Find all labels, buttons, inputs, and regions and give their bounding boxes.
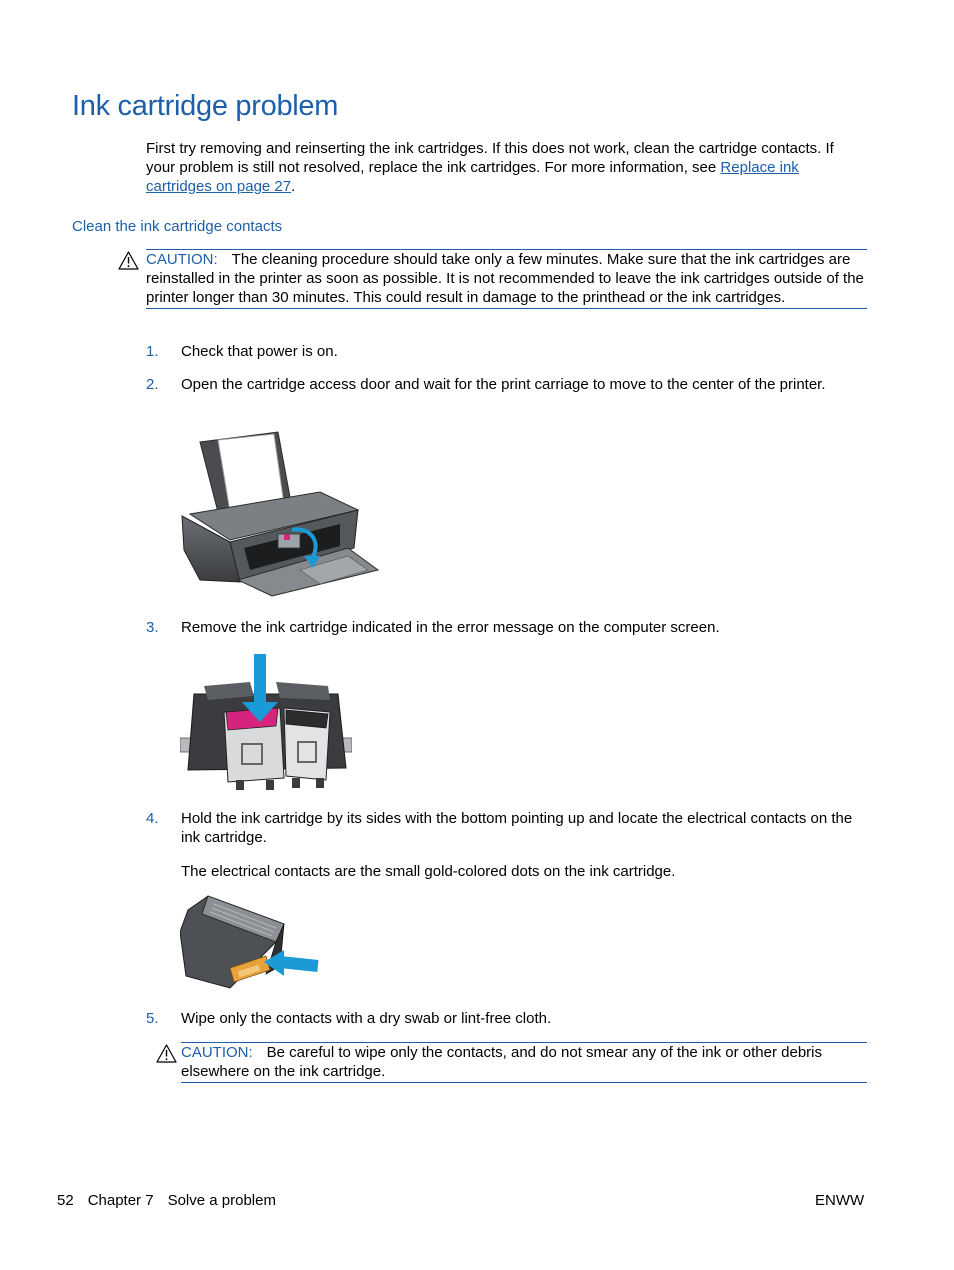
page-number: 52 xyxy=(57,1192,74,1209)
chapter-label: Chapter 7 xyxy=(87,1192,154,1209)
step-number: 5. xyxy=(146,1010,159,1027)
step-number: 3. xyxy=(146,619,159,636)
caution-box xyxy=(181,1042,867,1083)
step-text: Wipe only the contacts with a dry swab or lint-free cloth. xyxy=(181,1010,552,1027)
print-carriage-illustration xyxy=(180,652,352,792)
step-text: Hold the ink cartridge by its sides with the bottom pointing up and locate the electrical contacts on the ink cartridge. xyxy=(181,810,853,846)
page-footer-left xyxy=(57,1192,290,1209)
step-number: 1. xyxy=(146,343,159,360)
warning-triangle-icon xyxy=(156,1044,177,1063)
step-number: 4. xyxy=(146,810,159,827)
caution-label: CAUTION: xyxy=(181,1044,253,1061)
step-text: Remove the ink cartridge indicated in the error message on the computer screen. xyxy=(181,619,720,636)
printer-open-door-illustration xyxy=(180,430,380,598)
caution-text: The cleaning procedure should take only a few minutes. Make sure that the ink cartridges are reinstalled in the printer as soon as possible. It is not recommended to leave the ink cartridges outside of the printer longer than 30 minutes. This could result in damage to the printhead or the ink cartridges. xyxy=(146,251,864,306)
step-4-note: The electrical contacts are the small gold-colored dots on the ink cartridge. xyxy=(181,863,676,880)
caution-box xyxy=(146,249,867,309)
chapter-title: Solve a problem xyxy=(167,1192,276,1209)
caution-label: CAUTION: xyxy=(146,251,218,268)
cartridge-contacts-illustration xyxy=(180,894,320,992)
step-text: Check that power is on. xyxy=(181,343,338,360)
intro-paragraph xyxy=(146,139,866,196)
warning-triangle-icon xyxy=(118,251,139,270)
step-text: Open the cartridge access door and wait for the print carriage to move to the center of the printer. xyxy=(181,376,826,393)
replace-cartridges-link[interactable]: Replace ink cartridges on page 27 xyxy=(146,159,799,195)
step-number: 2. xyxy=(146,376,159,393)
caution-text: Be careful to wipe only the contacts, and do not smear any of the ink or other debris elsewhere on the ink cartridge. xyxy=(181,1044,822,1080)
section-heading: Clean the ink cartridge contacts xyxy=(72,218,283,235)
intro-text: First try removing and reinserting the ink cartridges. If this does not work, clean the cartridge contacts. If your problem is still not resolved, replace the ink cartridges. For more information, see xyxy=(146,140,834,176)
page-title: Ink cartridge problem xyxy=(72,90,339,122)
intro-end: . xyxy=(291,178,296,195)
doc-code: ENWW xyxy=(815,1192,865,1209)
